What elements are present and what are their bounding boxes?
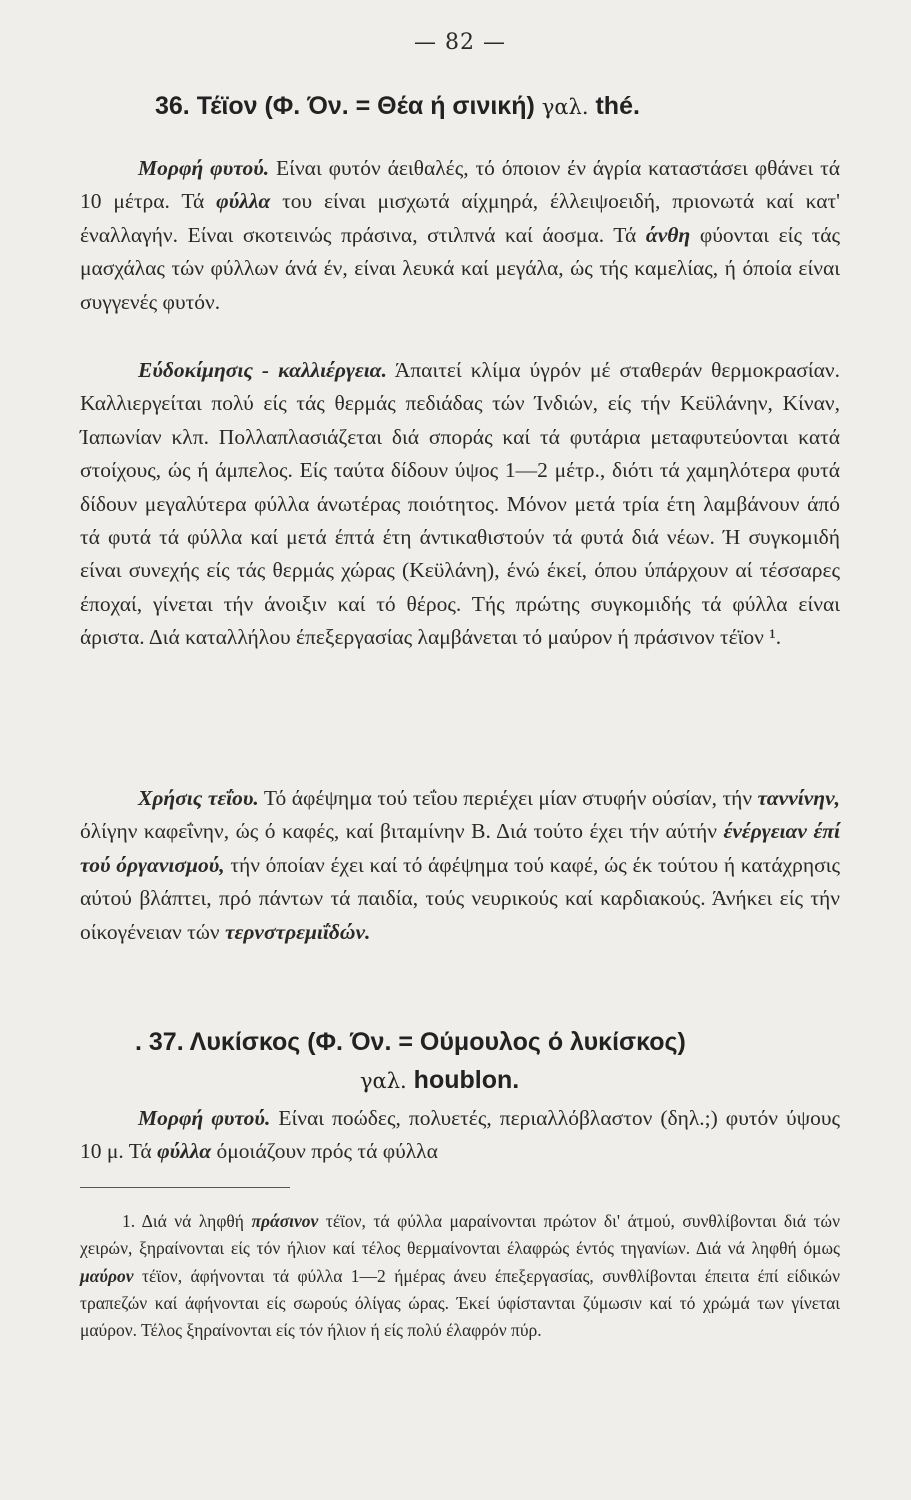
footnote [80, 1208, 840, 1344]
emphasis-term: τερνστρεμιΐδών. [224, 919, 371, 944]
paragraph-text: όμοιάζουν πρός τά φύλλα [211, 1139, 438, 1164]
paragraph-text: του είναι μισχωτά αίχμηρά, έλλειψοειδή, πριονωτά καί κατ' έναλλαγήν. Είναι σκοτεινώς πράσινα, στιλπνά καί άοσμα. Τά [80, 189, 840, 247]
section-36-title: 36. Τέϊον (Φ. Όν. = Θέα ή σινική) [155, 92, 535, 120]
footnote-text: τέϊον, τά φύλλα μαραίνονται πρώτον δι' άτμού, συνθλίβονται διά τών χειρών, ξηραίνονται είς τόν ήλιον καί τέλος θερμαίνονται έλαφρώς έντός τηγανίων. Διά νά ληφθή όμως [80, 1211, 840, 1259]
section-37-french-line [360, 1066, 519, 1095]
paragraph-hops-form [80, 1102, 840, 1169]
book-page [80, 0, 840, 1500]
section-37-french-name: houblon. [413, 1066, 520, 1094]
paragraph-text: Άπαιτεί κλίμα ύγρόν μέ σταθεράν θερμοκρασίαν. Καλλιεργείται πολύ είς τάς θερμάς πεδιάδας τών Ίνδιών, είς τήν Κεϋλάνην, Κίναν, Ίαπωνίαν κλπ. Πολλαπλασιάζεται διά σποράς καί τά φυτάρια μεταφυτεύονται κατά στοίχους, ώς ή άμπελος. Είς ταύτα δίδουν ύψος 1—2 μέτρ., διότι τά χαμηλότερα φυτά δίδουν μεγαλύτερα φύλλα άνωτέρας ποιότητος. Μόνον μετά τρία έτη λαμβάνουν άπό τά φυτά τά φύλλα καί μετά έπτά έτη άντικαθιστούν τά φυτά διά νέων. Ή συγκομιδή είναι συνεχής είς τάς θερμάς χώρας (Κεϋλάνη), ένώ έκεί, όπου ύπάρχουν αί τέσσαρες έποχαί, γίνεται τήν άνοιξιν καί τό θέρος. Τής πρώτης συγκομιδής τά φύλλα είναι άριστα. Διά καταλλήλου έπεξεργασίας λαμβάνεται τό μαύρον ή πράσινον τέϊον ¹. [80, 358, 840, 650]
footnote-text: 1. Διά νά ληφθή [122, 1211, 252, 1231]
section-37-heading: . 37. Λυκίσκος (Φ. Όν. = Ούμουλος ό λυκίσκος) [135, 1028, 686, 1056]
section-36-french-prefix: γαλ. [541, 95, 589, 119]
section-37-french-prefix: γαλ. [360, 1069, 407, 1093]
section-36-french-name: thé. [595, 92, 640, 120]
emphasis-term: άνθη [645, 222, 691, 247]
paragraph-text: Τό άφέψημα τού τεΐου περιέχει μίαν στυφήν ούσίαν, τήν [258, 786, 758, 810]
page-number: — 82 — [414, 30, 506, 55]
footnote-text: τέϊον, άφήνονται τά φύλλα 1—2 ήμέρας άνευ έπεξεργασίας, συνθλίβονται έπειτα έπί είδικών τραπεζών καί άφήνονται είς σωρούς όλίγας ώρας. Έκεί ύφίστανται ζύμωσιν καί τό χρώμά των γίνεται μαύρον. Τέλος ξηραίνονται είς τόν ήλιον ή είς πολύ έλαφρόν πύρ. [80, 1265, 840, 1341]
emphasis-term: ένέργειαν έπί τού όργανισμού, [80, 819, 840, 877]
emphasis-term: φύλλα [216, 189, 271, 214]
paragraph-cultivation [80, 354, 840, 655]
section-36-heading [155, 92, 640, 121]
footnote-divider [80, 1187, 290, 1188]
paragraph-text: τήν όποίαν έχει καί τό άφέψημα τού καφέ, ώς έκ τούτου ή κατάχρησις αύτού βλάπτει, πρό πάντων τά παιδία, τούς νευρικούς καί καρδιακούς. Άνήκει είς τήν οίκογένειαν τών [80, 852, 840, 944]
paragraph-plant-form [80, 152, 840, 319]
emphasis-term: μαύρον [80, 1265, 134, 1286]
run-in-heading: Μορφή φυτού. [138, 156, 270, 180]
paragraph-tea-use [80, 782, 840, 949]
paragraph-text: Είναι φυτόν άειθαλές, τό όποιον έν άγρία καταστάσει φθάνει τά 10 μέτρα. Τά [80, 156, 841, 214]
paragraph-text: όλίγην καφεΐνην, ώς ό καφές, καί βιταμίνην Β. Διά τούτο έχει τήν αύτήν [80, 819, 724, 844]
emphasis-term: πράσινον [251, 1211, 319, 1231]
emphasis-term: φύλλα [157, 1139, 212, 1164]
run-in-heading: Χρήσις τεΐου. [138, 786, 259, 810]
paragraph-text: φύονται είς τάς μασχάλας τών φύλλων άνά έν, είναι λευκά καί μεγάλα, ώς τής καμελίας, ή όποία είναι συγγενές φυτόν. [80, 222, 840, 314]
run-in-heading: Εύδοκίμησις - καλλιέργεια. [138, 358, 387, 382]
emphasis-term: ταννίνην, [757, 786, 840, 810]
paragraph-text: Είναι ποώδες, πολυετές, περιαλλόβλαστον (δηλ.;) φυτόν ύψους 10 μ. Τά [80, 1106, 840, 1164]
run-in-heading: Μορφή φυτού. [138, 1106, 271, 1130]
